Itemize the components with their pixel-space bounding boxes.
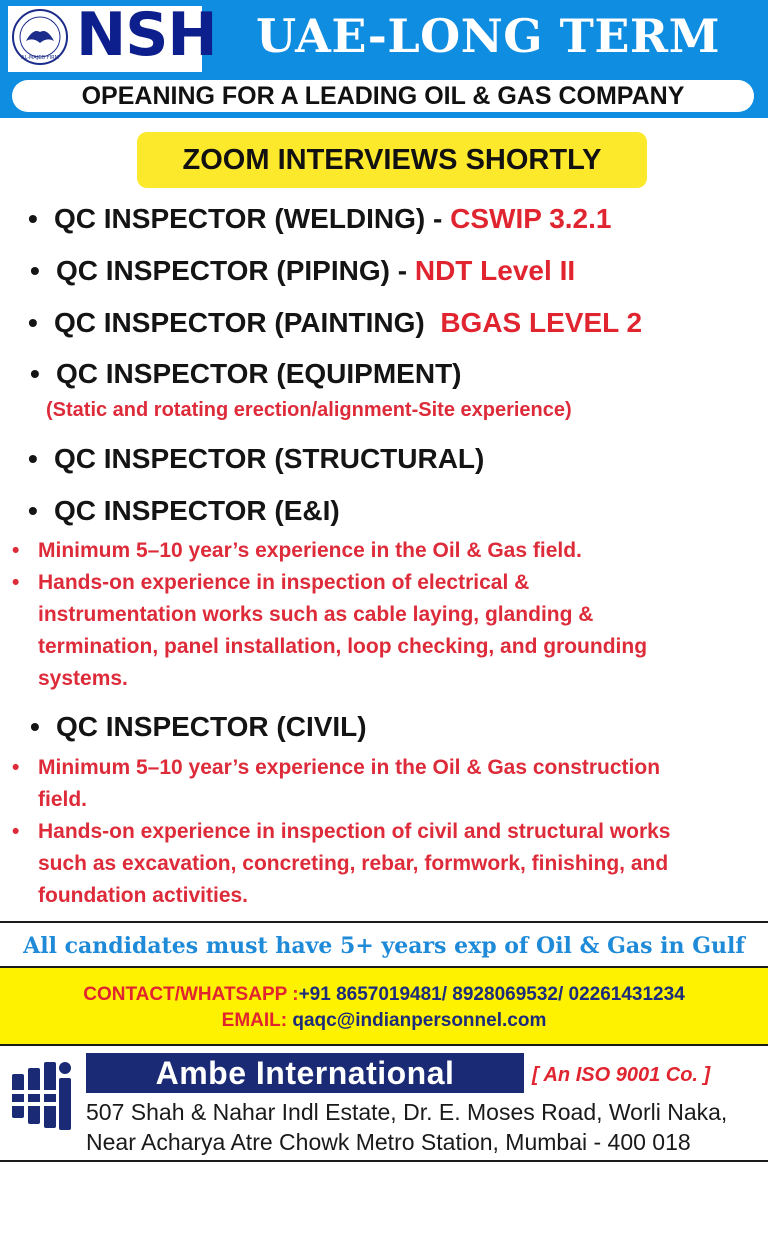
ambe-logo-icon xyxy=(12,1060,74,1132)
requirement-line: termination, panel installation, loop checking, and grounding xyxy=(38,635,648,658)
job-item-structural xyxy=(28,441,484,477)
company-seal-icon xyxy=(11,8,69,66)
bullet: • xyxy=(12,539,20,562)
requirement-item xyxy=(12,567,648,695)
requirement-line: systems. xyxy=(38,667,128,690)
bullet: • xyxy=(12,571,20,594)
requirement-item xyxy=(12,816,671,912)
page-title: UAE-LONG TERM xyxy=(255,9,721,63)
job-item-equipment xyxy=(30,356,462,392)
job-item-ei xyxy=(28,493,340,529)
requirement-item xyxy=(12,752,661,816)
bullet: • xyxy=(28,495,38,526)
bullet: • xyxy=(30,255,40,286)
contact-email-link[interactable]: qaqc@indianpersonnel.com xyxy=(292,1010,547,1031)
bullet: • xyxy=(28,203,38,234)
seal-text: AL-MAJED FIRM xyxy=(21,55,59,61)
zoom-interviews-banner: ZOOM INTERVIEWS SHORTLY xyxy=(137,132,647,188)
job-separator: - xyxy=(389,255,415,286)
company-address-line2: Near Acharya Atre Chowk Metro Station, Mumbai - 400 018 xyxy=(86,1129,691,1155)
divider xyxy=(0,921,768,923)
email-label: EMAIL: xyxy=(221,1010,293,1031)
job-note-equipment: (Static and rotating erection/alignment-Site experience) xyxy=(46,399,572,421)
bullet: • xyxy=(30,711,40,742)
job-item-piping xyxy=(30,253,575,289)
page-subtitle: OPEANING FOR A LEADING OIL & GAS COMPANY xyxy=(81,82,685,110)
job-title: QC INSPECTOR (STRUCTURAL) xyxy=(54,443,485,474)
job-title: QC INSPECTOR (PAINTING) xyxy=(54,307,425,338)
requirement-line: Minimum 5–10 year’s experience in the Oil & Gas field. xyxy=(38,539,582,562)
bullet: • xyxy=(28,443,38,474)
company-name: Ambe International xyxy=(155,1055,455,1091)
iso-badge: [ An ISO 9001 Co. ] xyxy=(532,1064,711,1086)
job-title: QC INSPECTOR (EQUIPMENT) xyxy=(56,358,462,389)
job-separator xyxy=(425,307,441,338)
requirement-line: foundation activities. xyxy=(38,884,249,907)
company-address-line1: 507 Shah & Nahar Indl Estate, Dr. E. Moses Road, Worli Naka, xyxy=(86,1099,728,1125)
divider xyxy=(0,1044,768,1046)
requirement-line: instrumentation works such as cable laying, glanding & xyxy=(38,603,594,626)
nsh-logo-text: NSH xyxy=(76,0,217,70)
divider xyxy=(0,1160,768,1162)
contact-phones[interactable]: +91 8657019481/ 8928069532/ 02261431234 xyxy=(298,984,685,1005)
contact-label: CONTACT/WHATSAPP : xyxy=(83,984,299,1005)
bullet: • xyxy=(28,307,38,338)
job-title: QC INSPECTOR (CIVIL) xyxy=(56,711,367,742)
job-certification: NDT Level II xyxy=(414,255,576,286)
job-title: QC INSPECTOR (PIPING) xyxy=(56,255,390,286)
job-certification: BGAS LEVEL 2 xyxy=(440,307,643,338)
requirement-line: Minimum 5–10 year’s experience in the Oil & Gas construction xyxy=(38,756,661,779)
job-title: QC INSPECTOR (E&I) xyxy=(54,495,340,526)
job-item-welding xyxy=(28,201,611,237)
job-title: QC INSPECTOR (WELDING) xyxy=(54,203,426,234)
requirement-line: Hands-on experience in inspection of civil and structural works xyxy=(38,820,671,843)
requirement-item xyxy=(12,535,582,567)
requirement-line: Hands-on experience in inspection of electrical & xyxy=(38,571,530,594)
bullet: • xyxy=(30,358,40,389)
contact-phone-line xyxy=(0,982,768,1008)
job-item-painting xyxy=(28,305,642,341)
gulf-experience-note: All candidates must have 5+ years exp of Oil & Gas in Gulf xyxy=(23,933,745,959)
requirement-line: field. xyxy=(38,788,88,811)
job-separator: - xyxy=(425,203,451,234)
contact-email-line xyxy=(0,1008,768,1034)
bullet: • xyxy=(12,756,20,779)
job-item-civil xyxy=(30,709,367,745)
requirement-line: such as excavation, concreting, rebar, formwork, finishing, and xyxy=(38,852,669,875)
job-certification: CSWIP 3.2.1 xyxy=(450,203,612,234)
bullet: • xyxy=(12,820,20,843)
